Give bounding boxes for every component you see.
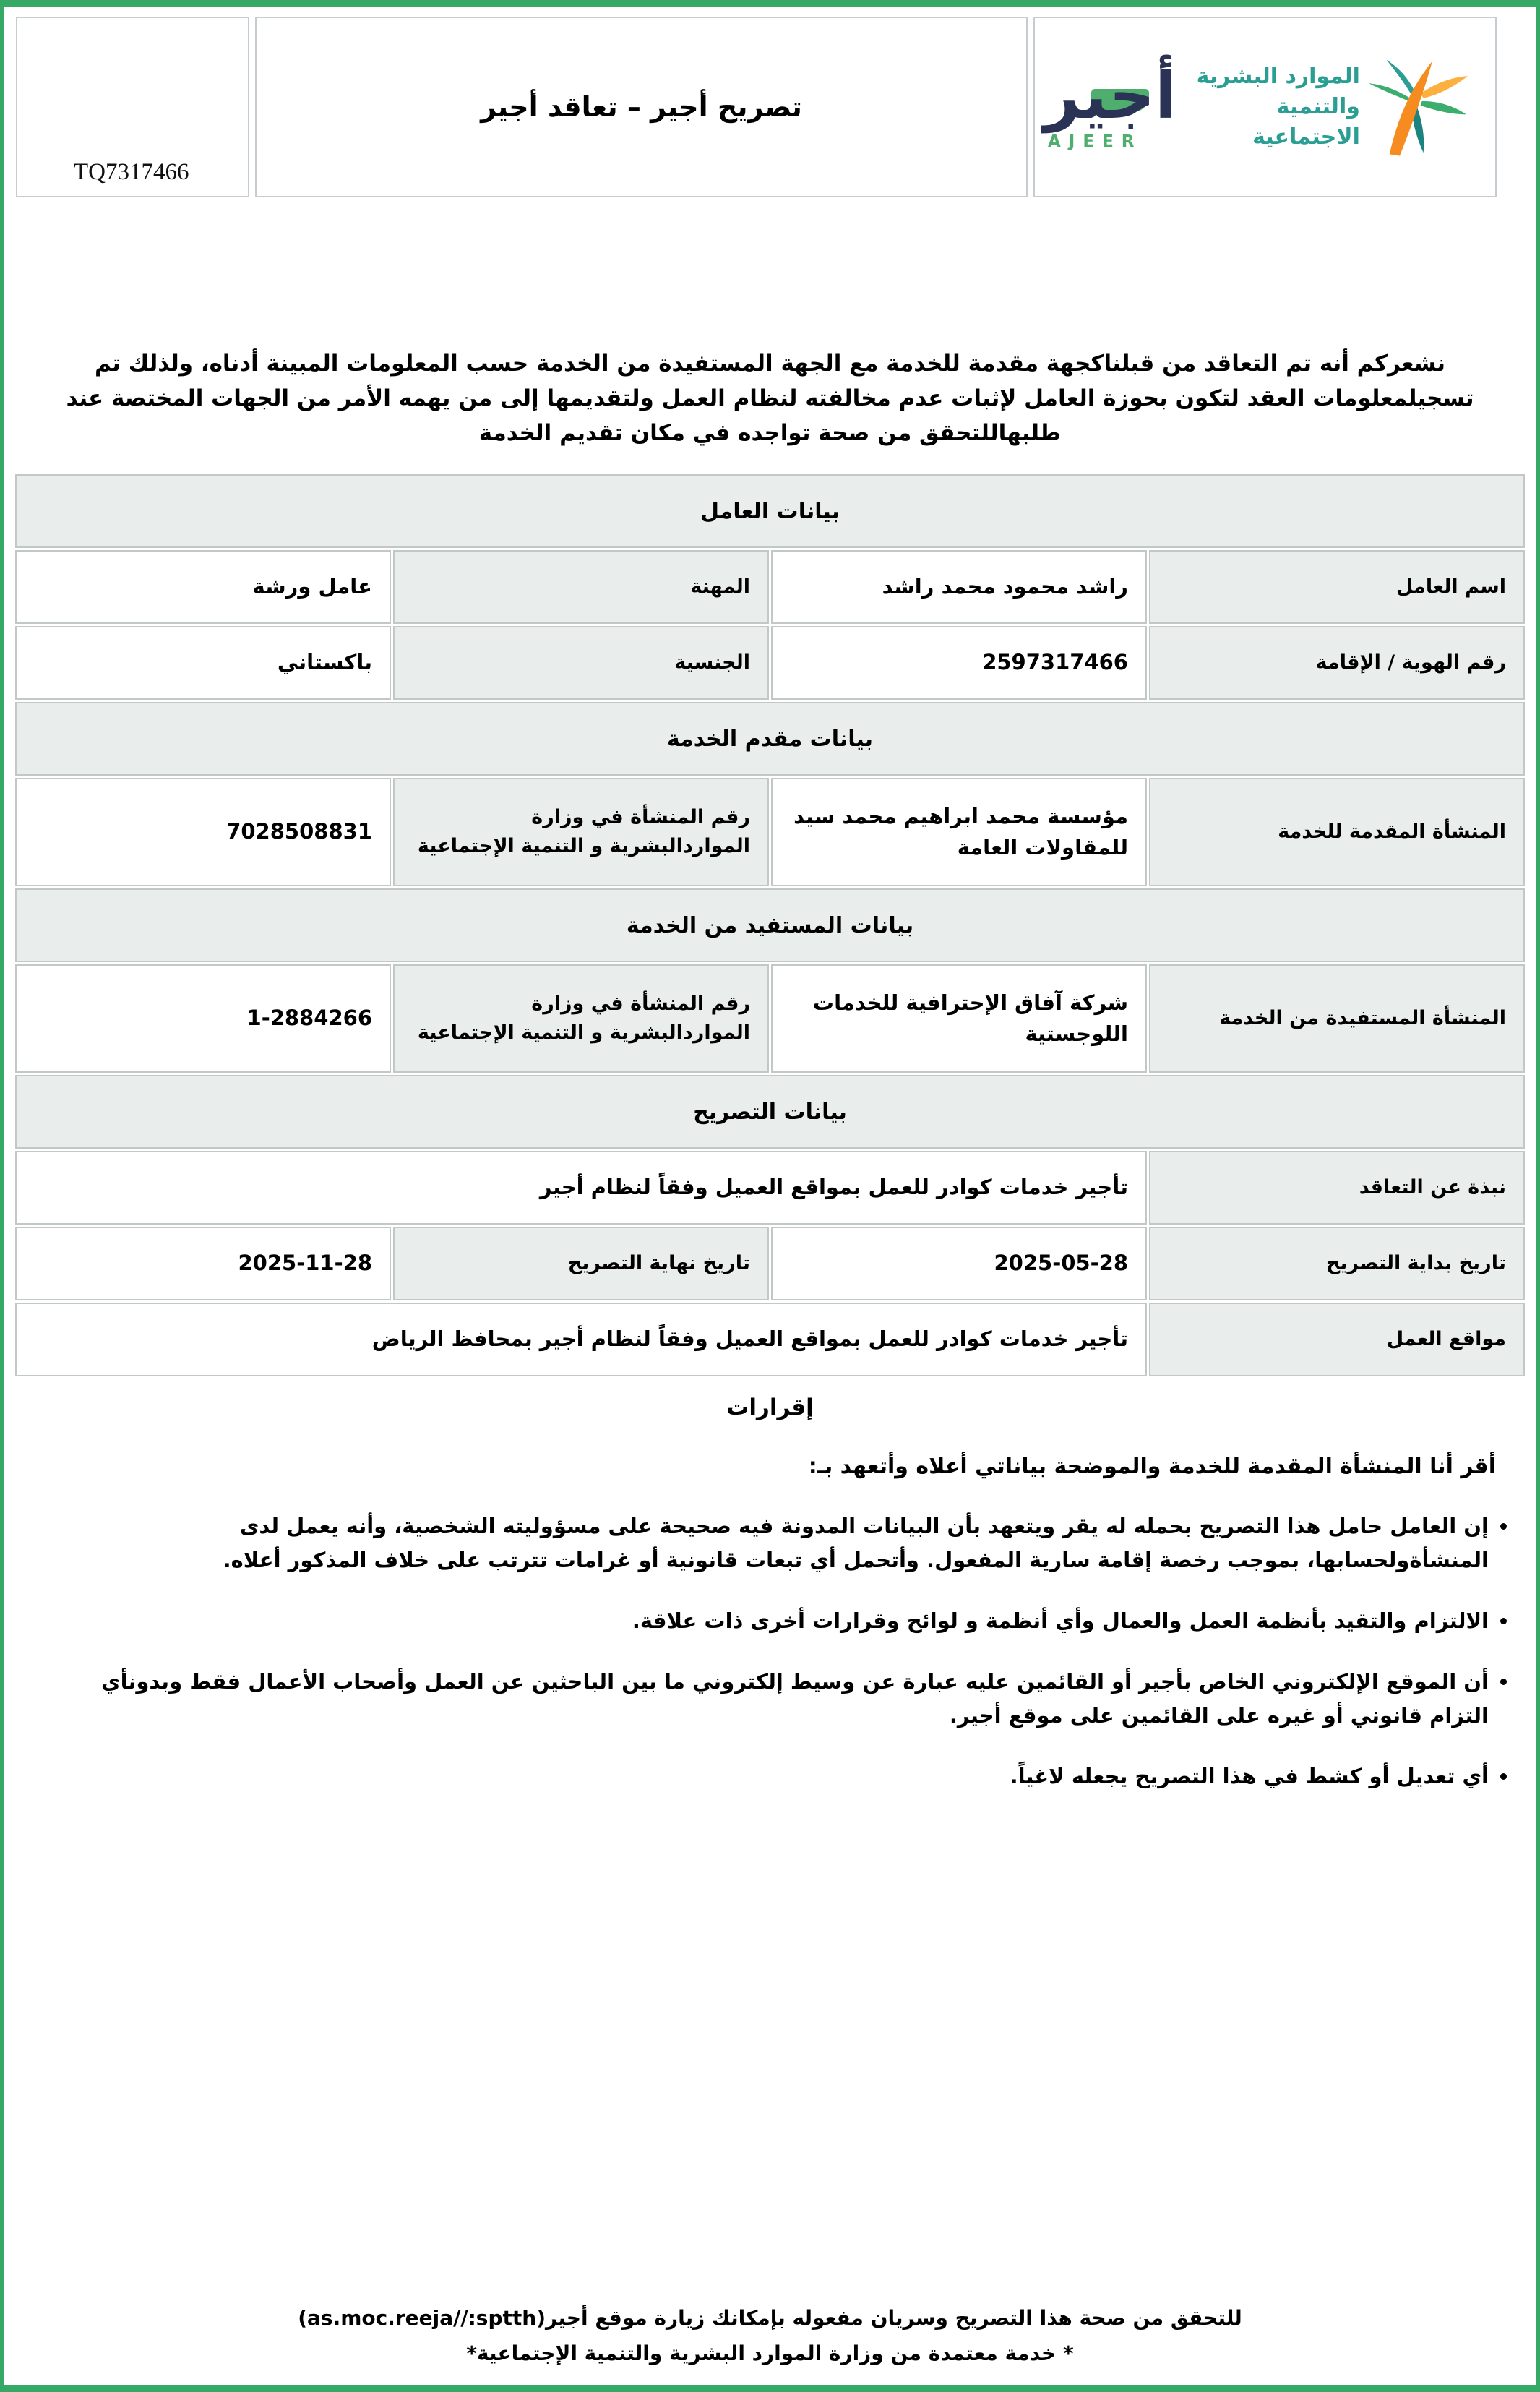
footer-verify-line: للتحقق من صحة هذا التصريح وسريان مفعوله بإمكانك زيارة موقع أجير(as.moc.reeja//:sptth): [298, 2306, 1242, 2330]
section-header-row: [15, 888, 1525, 962]
field-value: مؤسسة محمد ابراهيم محمد سيد للمقاولات العامة: [771, 778, 1147, 886]
field-label: الجنسية: [393, 626, 769, 700]
field-label: المنشأة المقدمة للخدمة: [1149, 778, 1525, 886]
declaration-item: • إن العامل حامل هذا التصريح بحمله له يقر ويتعهد بأن البيانات المدونة فيه صحيحة على مسؤوليته الشخصية، وأنه يعمل لدى المنشأةولحسابها، بموجب رخصة إقامة سارية المفعول. وأتحمل أي تبعات قانونية أو غرامات تترتب على خلاف المذكور أعلاه.: [98, 1509, 1489, 1577]
table-row: [15, 1303, 1525, 1376]
ministry-logo-line1: الموارد البشرية: [1196, 64, 1360, 89]
table-row: [15, 964, 1525, 1073]
field-label: اسم العامل: [1149, 550, 1525, 624]
ajeer-logo-arabic-wordmark: أجير: [1044, 58, 1177, 133]
declaration-item: • الالتزام والتقيد بأنظمة العمل والعمال وأي أنظمة و لوائح وقرارات أخرى ذات علاقة.: [98, 1604, 1489, 1637]
section-header-row: [15, 702, 1525, 776]
field-value: باكستاني: [15, 626, 391, 700]
field-value: تأجير خدمات كوادر للعمل بمواقع العميل وفقاً لنظام أجير: [15, 1151, 1147, 1225]
section-header: بيانات العامل: [15, 474, 1525, 548]
permit-number-box: [16, 17, 249, 197]
declaration-item: • أن الموقع الإلكتروني الخاص بأجير أو القائمين عليه عبارة عن وسيط إلكتروني ما بين الباحثين عن العمل وأصحاب الأعمال فقط وبدونأي التزام قانوني أو غيره على القائمين على موقع أجير.: [98, 1665, 1489, 1732]
field-label: مواقع العمل: [1149, 1303, 1525, 1376]
field-label: رقم الهوية / الإقامة: [1149, 626, 1525, 700]
field-value: شركة آفاق الإحترافية للخدمات اللوجستية: [771, 964, 1147, 1073]
section-header: بيانات المستفيد من الخدمة: [15, 888, 1525, 962]
field-label: تاريخ بداية التصريح: [1149, 1227, 1525, 1300]
field-label: رقم المنشأة في وزارة المواردالبشرية و التنمية الإجتماعية: [393, 964, 769, 1073]
intro-paragraph: نشعركم أنه تم التعاقد من قبلناكجهة مقدمة للخدمة مع الجهة المستفيدة من الخدمة حسب المعلومات المبينة أدناه، ولذلك تم تسجيلمعلومات العقد لتكون بحوزة العامل لإثبات عدم مخالفته لنظام العمل ولتقديمها إلى من يهمه الأمر من الجهات المختصة عند طلبهاللتحقق من صحة تواجده في مكان تقديم الخدمة: [66, 351, 1474, 447]
section-header-row: [15, 1075, 1525, 1149]
ajeer-logo-latin-wordmark: AJEER: [1048, 132, 1143, 152]
field-label: المنشأة المستفيدة من الخدمة: [1149, 964, 1525, 1073]
field-label: نبذة عن التعاقد: [1149, 1151, 1525, 1225]
header: [16, 17, 1536, 197]
declarations-title: إقرارات: [726, 1394, 814, 1421]
table-row: [15, 550, 1525, 624]
declarations-list: [4, 1509, 1536, 1793]
footer-approved-line: * خدمة معتمدة من وزارة الموارد البشرية والتنمية الإجتماعية*: [466, 2341, 1074, 2365]
section-header: بيانات مقدم الخدمة: [15, 702, 1525, 776]
field-value: تأجير خدمات كوادر للعمل بمواقع العميل وفقاً لنظام أجير بمحافظ الرياض: [15, 1303, 1147, 1376]
field-value: 2025-11-28: [15, 1227, 391, 1300]
ministry-logo-line2: والتنمية الاجتماعية: [1252, 94, 1360, 150]
field-label: المهنة: [393, 550, 769, 624]
field-value: 2597317466: [771, 626, 1147, 700]
field-label: تاريخ نهاية التصريح: [393, 1227, 769, 1300]
field-label: رقم المنشأة في وزارة المواردالبشرية و التنمية الإجتماعية: [393, 778, 769, 886]
declaration-item: • أي تعديل أو كشط في هذا التصريح يجعله لاغياً.: [98, 1759, 1489, 1793]
permit-data-table: [13, 472, 1527, 1379]
table-row: [15, 778, 1525, 886]
ajeer-logo: [1044, 58, 1177, 152]
field-value: عامل ورشة: [15, 550, 391, 624]
field-value: 1-2884266: [15, 964, 391, 1073]
section-header: بيانات التصريح: [15, 1075, 1525, 1149]
permit-number: TQ7317466: [74, 159, 189, 185]
table-row: [15, 626, 1525, 700]
field-value: راشد محمود محمد راشد: [771, 550, 1147, 624]
declarations-intro: أقر أنا المنشأة المقدمة للخدمة والموضحة بياناتي أعلاه وأتعهد بـ:: [808, 1454, 1496, 1480]
ministry-logo-text: [1171, 61, 1360, 153]
document-title: تصريح أجير – تعاقد أجير: [481, 91, 802, 123]
field-value: 7028508831: [15, 778, 391, 886]
ministry-logo: [1171, 53, 1471, 161]
field-value: 2025-05-28: [771, 1227, 1147, 1300]
logos-box: [1033, 17, 1497, 197]
table-row: [15, 1151, 1525, 1225]
section-header-row: [15, 474, 1525, 548]
ministry-star-icon: [1367, 53, 1471, 161]
footer: [4, 2306, 1536, 2377]
table-row: [15, 1227, 1525, 1300]
title-box: [255, 17, 1028, 197]
